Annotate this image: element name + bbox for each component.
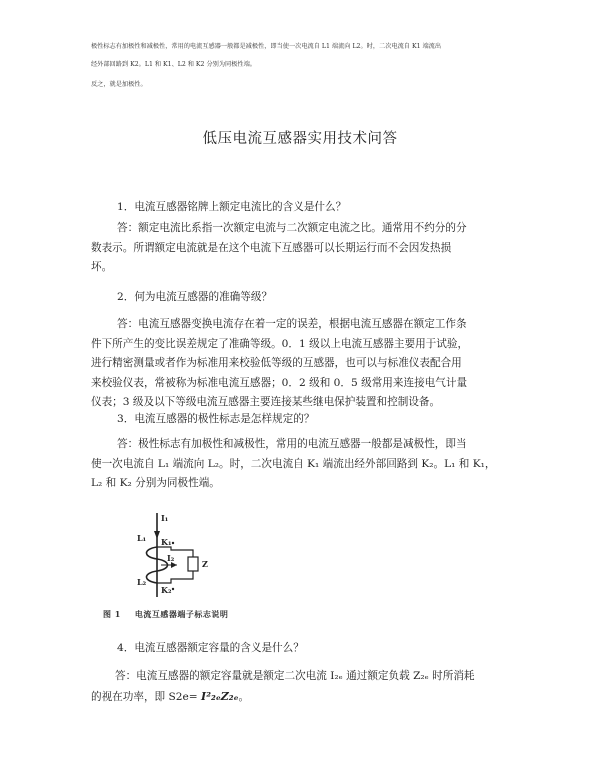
answer-3-line-2: 使一次电流自 L₁ 端流向 L₂。时，二次电流自 K₁ 端流出经外部回路到 K₂。L₁ 和 K₁，	[91, 457, 496, 470]
question-4: 4．电流互感器额定容量的含义是什么？	[117, 642, 304, 654]
question-3: 3．电流互感器的极性标志是怎样规定的？	[117, 413, 315, 425]
answer-1-line-1: 答：额定电流比系指一次额定电流与二次额定电流之比。通常用不约分的分	[117, 222, 467, 234]
answer-4-line-2-text: 的视在功率，即 S2e=	[91, 690, 198, 703]
answer-3-line-1: 答：极性标志有加极性和减极性，常用的电流互感器一般都是减极性，即当	[117, 438, 467, 450]
primary-current-arrow	[154, 531, 160, 539]
label-i2: I₂	[167, 553, 175, 563]
answer-2	[91, 315, 521, 413]
rated-capacity-formula: I²₂ₑZ₂ₑ	[201, 689, 239, 703]
secondary-wire-k1	[157, 547, 193, 557]
header-note-line-3: 反之，就是加极性。	[91, 81, 147, 88]
figure-caption-number: 图 1	[103, 609, 121, 619]
ct-terminal-diagram	[95, 505, 335, 620]
label-l1: L₁	[137, 533, 147, 543]
label-i1: I₁	[161, 513, 169, 523]
label-l2: L₂	[137, 577, 147, 587]
answer-4-line-2	[91, 687, 521, 708]
answer-4-line-2-end: 。	[238, 690, 250, 703]
answer-2-line-5: 仪表；3 级及以下等级电流互感器主要连接某些继电保护装置和控制设备。	[91, 396, 441, 408]
header-note-line-2: 经外部回路到 K2。L1 和 K1、L2 和 K2 分别为同极性端。	[91, 61, 256, 68]
label-k1: K₁	[161, 537, 172, 547]
answer-2-line-1: 答：电流互感器变换电流存在着一定的误差，根据电流互感器在额定工作条	[117, 318, 467, 330]
document-title: 低压电流互感器实用技术问答	[202, 131, 398, 147]
figure-caption-text: 电流互感器端子标志说明	[134, 609, 229, 619]
answer-3-line-3: L₂ 和 K₂ 分别为同极性端。	[91, 477, 220, 489]
polarity-dot-k2	[172, 588, 174, 590]
answer-2-line-3: 进行精密测量或者作为标准用来校验低等级的互感器，也可以与标准仪表配合用	[91, 357, 462, 369]
answer-4-line-1: 答：电流互感器的额定容量就是额定二次电流 I₂ₑ 通过额定负载 Z₂ₑ 时所消耗	[115, 670, 475, 682]
answer-1	[91, 219, 521, 278]
ct-terminal-diagram-svg	[95, 505, 335, 620]
figure-caption	[103, 609, 228, 620]
answer-2-line-4: 来校验仪表，常被称为标准电流互感器；0．2 级和 0．5 级常用来连接电气计量	[91, 376, 468, 389]
header-note-line-1: 极性标志有加极性和减极性，常用的电流互感器一般都是减极性，即当使一次电流自 L1 端流向 L2。时，二次电流自 K1 端流出	[91, 43, 442, 50]
label-k2: K₂	[161, 585, 172, 595]
answer-2-line-2: 件下所产生的变比误差规定了准确等级。0．1 级以上电流互感器主要用于试验，	[91, 337, 469, 350]
polarity-dot-k1	[172, 542, 174, 544]
question-1: 1．电流互感器铭牌上额定电流比的含义是什么？	[117, 201, 347, 213]
secondary-wire-k2	[157, 571, 193, 583]
question-2: 2．何为电流互感器的准确等级？	[117, 291, 273, 303]
answer-1-line-3: 坏。	[91, 261, 113, 273]
answer-3	[91, 435, 521, 494]
answer-1-line-2: 数表示。所谓额定电流就是在这个电流下互感器可以长期运行而不会因发热损	[91, 241, 452, 254]
label-z: Z	[202, 559, 208, 569]
answer-4	[91, 667, 521, 707]
load-impedance-box	[188, 557, 198, 571]
